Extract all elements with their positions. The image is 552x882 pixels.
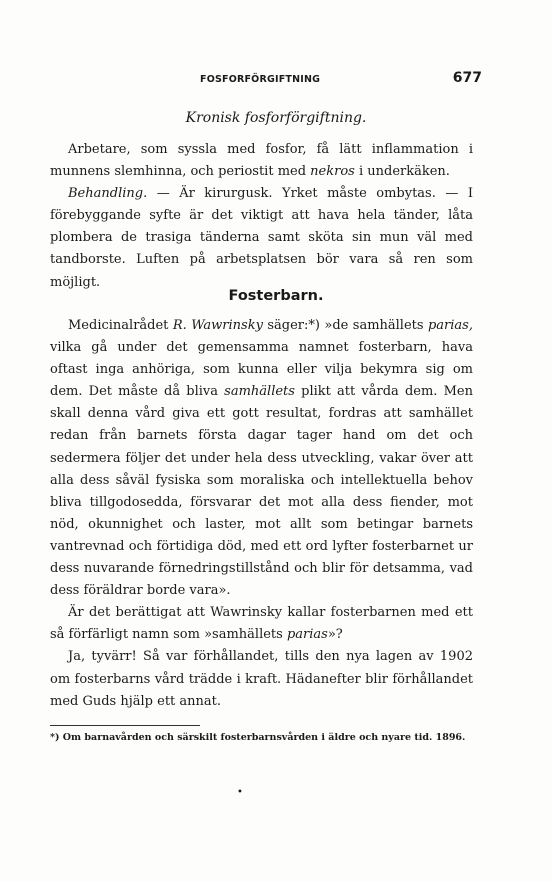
paragraph [50, 183, 473, 293]
paragraph [50, 646, 473, 712]
text: i underkäken. [354, 164, 450, 180]
section-body-kronisk [50, 139, 473, 294]
text-italic: nekros [310, 164, 355, 180]
text-italic: R. Wawrinsky [172, 318, 263, 333]
footnote-divider [50, 725, 200, 726]
text-italic: parias [286, 627, 328, 643]
section-title-kronisk: Kronisk fosforförgiftning. [185, 110, 367, 126]
text: Är det berättigat att Wawrinsky kallar fosterbarnen med ett så förfärligt namn som »samhällets [50, 605, 473, 643]
paragraph [50, 139, 473, 183]
text-italic: samhällets [224, 384, 295, 400]
text: Ja, tyvärr! Så var förhållandet, tills den nya lagen av 1902 om fosterbarns vård trädde i kraft. Hädanefter blir förhållandet med Guds hjälp ett annat. [50, 649, 473, 709]
paragraph [50, 315, 473, 602]
text: Arbetare, som syssla med fosfor, få lätt inflammation i munnens slemhinna, och periostit med [50, 142, 473, 180]
print-mark: • [237, 787, 243, 798]
text: »? [327, 627, 343, 643]
footnote: *) Om barnavården och särskilt fosterbarnsvården i äldre och nyare tid. 1896. [50, 732, 466, 743]
text-italic: Behandling. [68, 186, 148, 202]
text: vilka gå under det gemensamma namnet fosterbarn, hava oftast inga anhöriga, som kunna eller vilja bekymra sig om dem. Det måste då bliva [50, 340, 473, 400]
text: Medicinalrådet [68, 318, 173, 333]
text: — Är kirurgusk. Yrket måste ombytas. — I förebyggande syfte är det viktigt att hava hela tänder, låta plombera de trasiga tänderna samt sköta sin mun väl med tandborste. Luften på arbetsplatsen bör vara så ren som möjligt. [50, 186, 473, 290]
page-header [50, 70, 482, 90]
section-body-fosterbarn [50, 315, 473, 713]
text: säger:*) »de samhällets [262, 318, 428, 333]
running-head: FOSFORFÖRGIFTNING [200, 74, 321, 85]
section-title-fosterbarn: Fosterbarn. [228, 288, 324, 304]
paragraph [50, 602, 473, 646]
text-italic: parias, [427, 318, 473, 333]
page-number: 677 [452, 70, 482, 86]
text: plikt att vårda dem. Men skall denna vård giva ett gott resultat, fordras att samhället redan från barnets första dagar tager hand om det och sedermera följer det under hela dess utveckling, vakar över att alla dess såväl fysiska som moraliska och intellektuella behov bliva tillgodosedda, försvarar det mot alla dess fiender, mot nöd, okunnighet och laster, mot allt som betingar barnets vantrevnad och förtidiga död, med ett ord lyfter fosterbarnet ur dess nuvarande förnedringstillstånd och blir för detsamma, vad dess föräldrar borde vara». [50, 384, 473, 599]
